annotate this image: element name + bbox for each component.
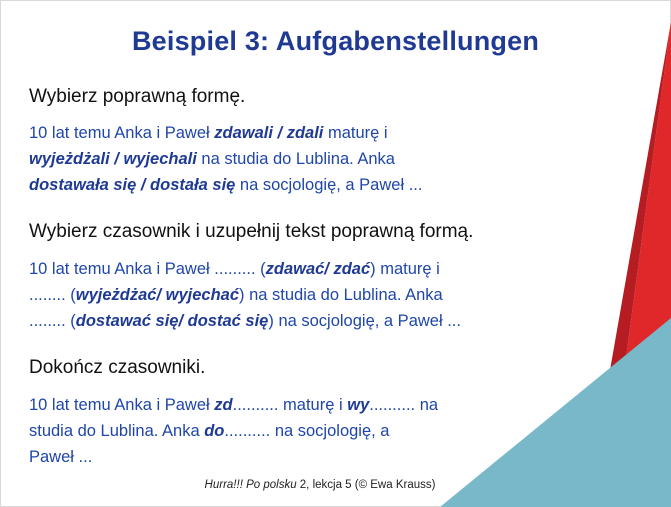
verb-pair: dostawać się/ dostać się xyxy=(75,312,269,330)
verb-stem: wy xyxy=(347,396,370,414)
exercise-2-line-2 xyxy=(29,282,461,308)
exercise-1-line-3 xyxy=(29,172,422,198)
verb-choice: dostawała się / dostała się xyxy=(29,176,236,194)
slide-title: Beispiel 3: Aufgabenstellungen xyxy=(131,26,540,56)
verb-stem: do xyxy=(204,422,225,440)
footer-source: 2, lekcja 5 (© Ewa Krauss) xyxy=(296,479,436,491)
text: ) na socjologię, a Paweł ... xyxy=(268,312,461,330)
book-title: Hurra!!! Po polsku xyxy=(204,479,297,491)
text: .......... na socjologię, a xyxy=(224,422,390,440)
exercise-2-line-1 xyxy=(29,256,461,282)
exercise-3-text xyxy=(29,392,438,470)
text: ........ ( xyxy=(29,286,76,304)
verb-choice: wyjeżdżali / wyjechali xyxy=(29,150,197,168)
exercise-3-line-1 xyxy=(29,392,438,418)
verb-pair: zdawać/ zdać xyxy=(265,260,371,278)
text: .......... na xyxy=(369,396,439,414)
text: na studia do Lublina. Anka xyxy=(196,150,395,168)
exercise-3-heading: Dokończ czasowniki. xyxy=(29,357,206,378)
exercise-2-heading: Wybierz czasownik i uzupełnij tekst poprawną formą. xyxy=(29,221,474,242)
exercise-1-line-1 xyxy=(29,120,422,146)
text: .......... maturę i xyxy=(232,396,348,414)
verb-choice: zdawali / zdali xyxy=(214,124,324,142)
text: 10 lat temu Anka i Paweł xyxy=(29,396,215,414)
exercise-3-line-2 xyxy=(29,418,438,444)
verb-pair: wyjeżdżać/ wyjechać xyxy=(75,286,240,304)
exercise-3-line-3 xyxy=(29,444,438,470)
verb-stem: zd xyxy=(214,396,233,414)
text: maturę i xyxy=(323,124,388,142)
text: studia do Lublina. Anka xyxy=(29,422,205,440)
exercise-1-text xyxy=(29,120,422,198)
text: ........ ( xyxy=(29,312,76,330)
text: 10 lat temu Anka i Paweł ......... ( xyxy=(29,260,266,278)
text: ) na studia do Lublina. Anka xyxy=(239,286,443,304)
text: na socjologię, a Paweł ... xyxy=(235,176,423,194)
text: ) maturę i xyxy=(370,260,440,278)
exercise-1-line-2 xyxy=(29,146,422,172)
exercise-2-text xyxy=(29,256,461,334)
text: 10 lat temu Anka i Paweł xyxy=(29,124,215,142)
text: Paweł ... xyxy=(29,448,93,466)
exercise-1-heading: Wybierz poprawną formę. xyxy=(29,86,246,107)
slide-footer xyxy=(0,479,640,491)
exercise-2-line-3 xyxy=(29,308,461,334)
